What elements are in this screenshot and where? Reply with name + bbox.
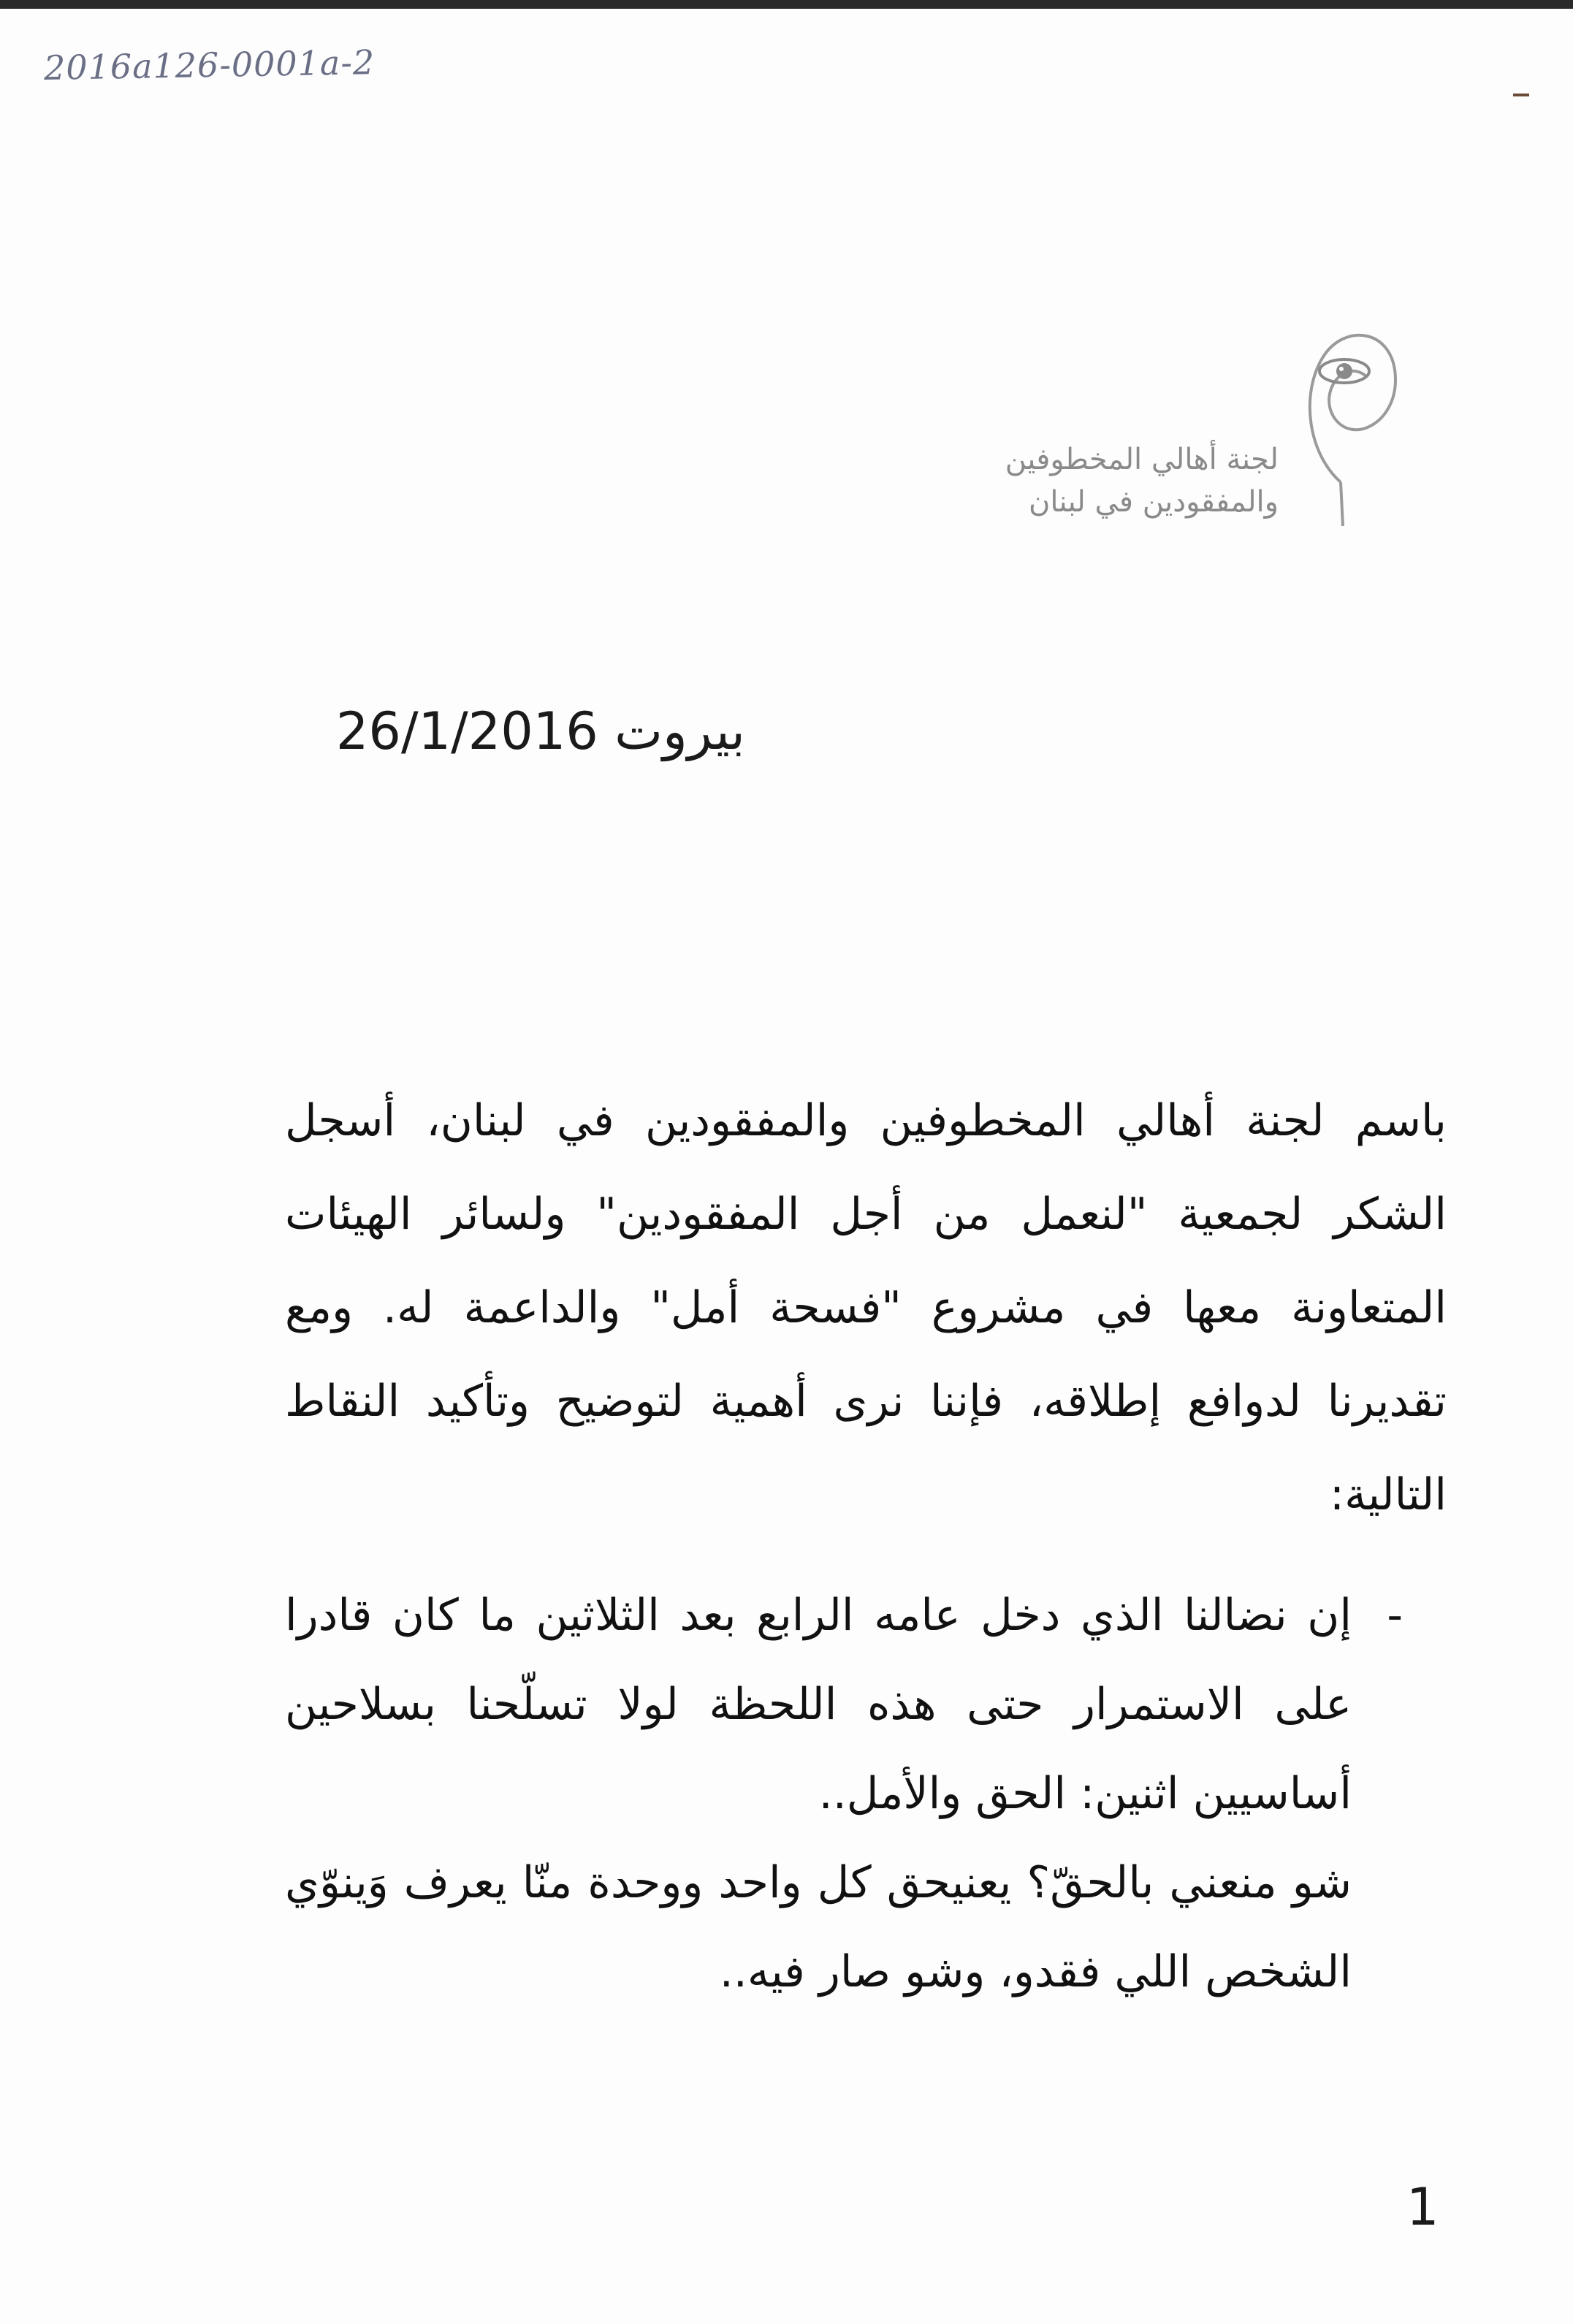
logo-text xyxy=(986,438,1279,523)
bullet-text: إن نضالنا الذي دخل عامه الرابع بعد الثلاثين ما كان قادرا على الاستمرار حتى هذه اللحظة لولا تسلّحنا بسلاحين أساسيين اثنين: الحق والأمل.. xyxy=(285,1590,1352,1819)
scan-corner-mark xyxy=(1513,94,1529,96)
intro-paragraph: باسم لجنة أهالي المخطوفين والمفقودين في لبنان، أسجل الشكر لجمعية "لنعمل من أجل المفقودين" ولسائر الهيئات المتعاونة معها في مشروع "فسحة أمل" والداعمة له. ومع تقديرنا لدوافع إطلاقه، فإننا نرى أهمية لتوضيح وتأكيد النقاط التالية: xyxy=(285,1095,1447,1520)
eye-in-spiral-icon xyxy=(1293,307,1403,526)
scan-top-border xyxy=(0,0,1573,9)
organization-logo xyxy=(950,307,1403,541)
handwritten-reference-number: 2016a126-0001a-2 xyxy=(43,42,376,88)
page-number: 1 xyxy=(1406,2177,1439,2237)
bullet-list xyxy=(285,1571,1403,2016)
logo-line-2: والمفقودين في لبنان xyxy=(1028,485,1279,519)
colloquial-quote: شو منعني بالحقّ؟ يعنيحق كل واحد ووحدة منّا يعرف وَينوّي الشخص اللي فقدو، وشو صار فيه.. xyxy=(285,1857,1352,1997)
date-location-line: بيروت 26/1/2016 xyxy=(335,701,745,761)
bullet-dash: - xyxy=(1387,1590,1403,1641)
logo-line-1: لجنة أهالي المخطوفين xyxy=(1005,443,1279,476)
list-item xyxy=(285,1571,1403,1838)
